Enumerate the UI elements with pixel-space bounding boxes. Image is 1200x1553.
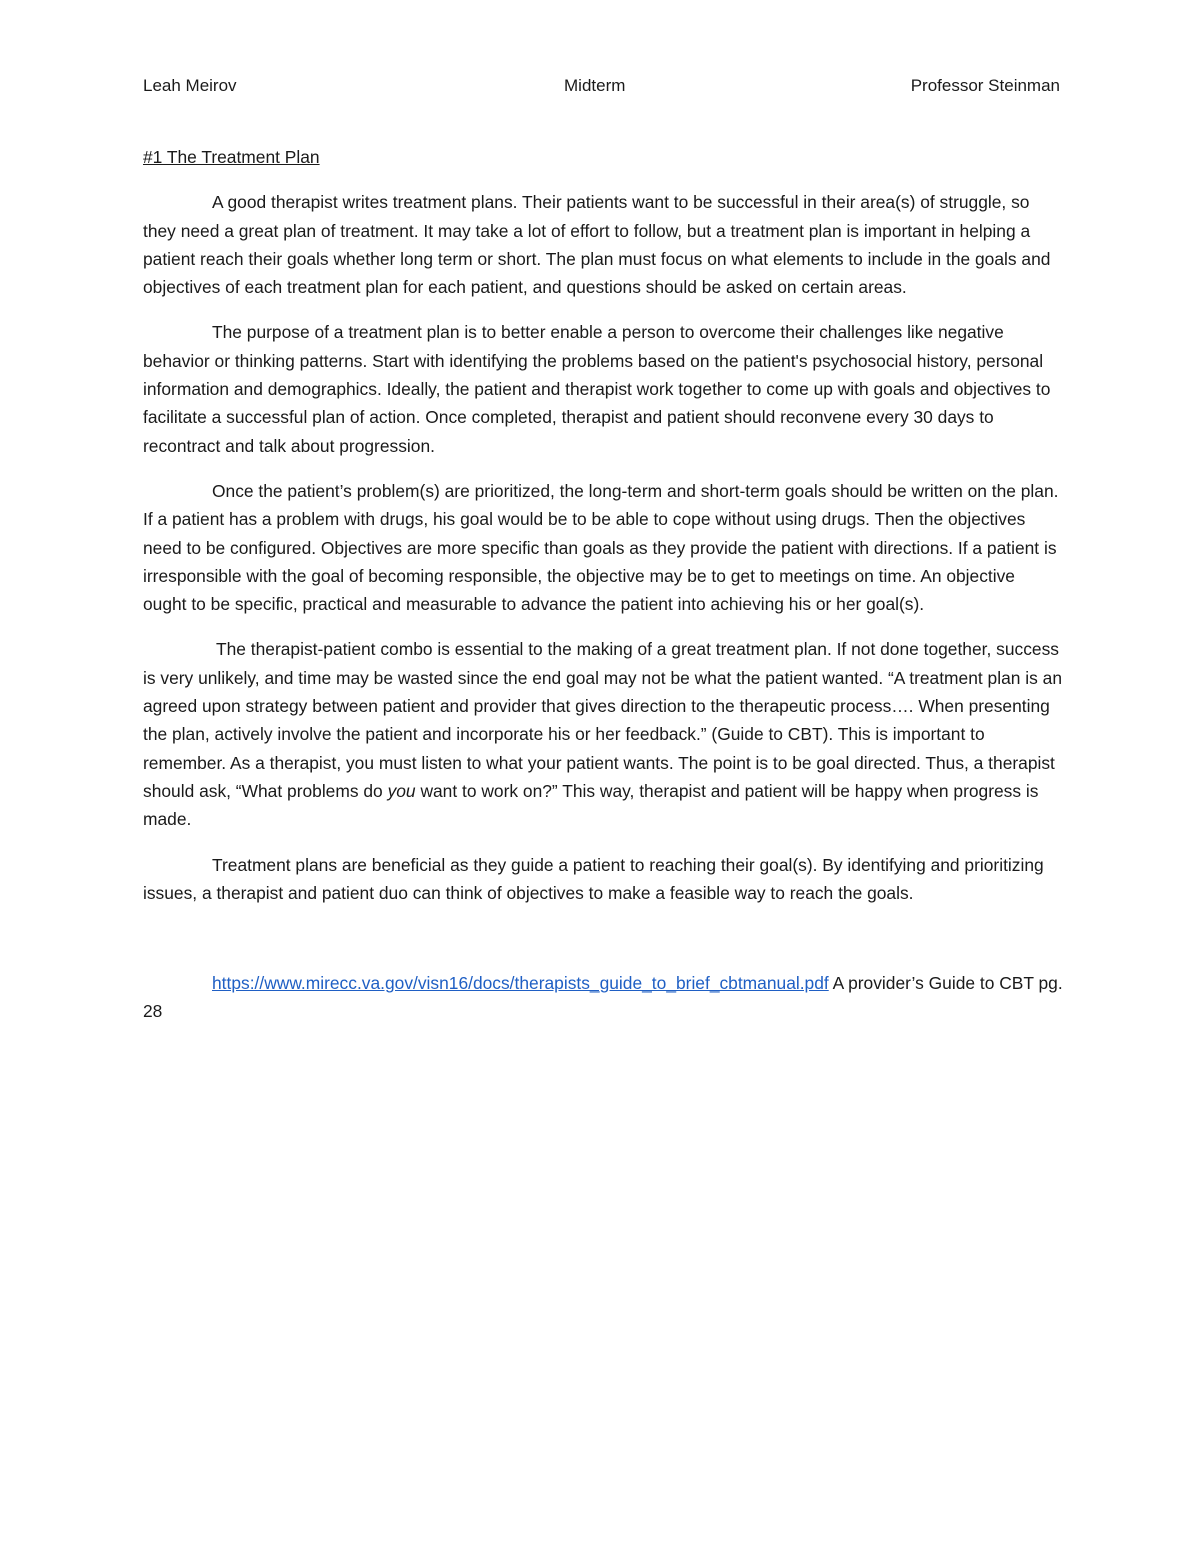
page-header: [143, 73, 1060, 99]
header-assignment: Midterm: [564, 76, 626, 95]
paragraph-4-emphasis: you: [387, 780, 416, 801]
paragraph-2: The purpose of a treatment plan is to better enable a person to overcome their challenges like negative behavior or thinking patterns. Start with identifying the problems based on the patient's psychosocial history, personal information and demographics. Ideally, the patient and therapist work together to come up with goals and objectives to facilitate a successful plan of action. Once completed, therapist and patient should reconvene every 30 days to recontract and talk about progression.: [143, 322, 1051, 456]
paragraph-4-part-b: want to work on?” This way, therapist and patient will be happy when progress is made.: [143, 780, 1039, 830]
spacer: [143, 924, 1063, 969]
paragraph-4: [143, 635, 1063, 833]
paragraph-1: A good therapist writes treatment plans. Their patients want to be successful in their area(s) of struggle, so they need a great plan of treatment. It may take a lot of effort to follow, but a treatment plan is important in helping a patient reach their goals whether long term or short. The plan must focus on what elements to include in the goals and objectives of each treatment plan for each patient, and questions should be asked on certain areas.: [143, 192, 1051, 298]
reference-link[interactable]: https://www.mirecc.va.gov/visn16/docs/therapists_guide_to_brief_cbtmanual.pdf: [212, 973, 829, 994]
paragraph-5: Treatment plans are beneficial as they guide a patient to reaching their goal(s). By identifying and prioritizing issues, a therapist and patient duo can think of objectives to make a feasible way to reach the goals.: [143, 854, 1044, 903]
document-body: [143, 143, 1063, 1026]
reference-text: A provider’s Guide to CBT pg. 28: [143, 973, 1063, 1022]
header-professor: Professor Steinman: [910, 76, 1060, 95]
header-author: Leah Meirov: [143, 76, 237, 95]
paragraph-4-part-a: The therapist-patient combo is essential to the making of a great treatment plan. If not done together, success is very unlikely, and time may be wasted since the end goal may not be what the patient wanted. “A treatment plan is an agreed upon strategy between patient and provider that gives direction to the therapeutic process…. When presenting the plan, actively involve the patient and incorporate his or her feedback.” (Guide to CBT). This is important to remember. As a therapist, you must listen to what your patient wants. The point is to be goal directed. Thus, a therapist should ask, “What problems do: [143, 639, 1062, 801]
reference: [143, 969, 1063, 1026]
section-title: #1 The Treatment Plan: [143, 147, 320, 167]
paragraph-3: Once the patient’s problem(s) are prioritized, the long-term and short-term goals should be written on the plan. If a patient has a problem with drugs, his goal would be to be able to cope without using drugs. Then the objectives need to be configured. Objectives are more specific than goals as they provide the patient with directions. If a patient is irresponsible with the goal of becoming responsible, the objective may be to get to meetings on time. An objective ought to be specific, practical and measurable to advance the patient into achieving his or her goal(s).: [143, 480, 1059, 615]
